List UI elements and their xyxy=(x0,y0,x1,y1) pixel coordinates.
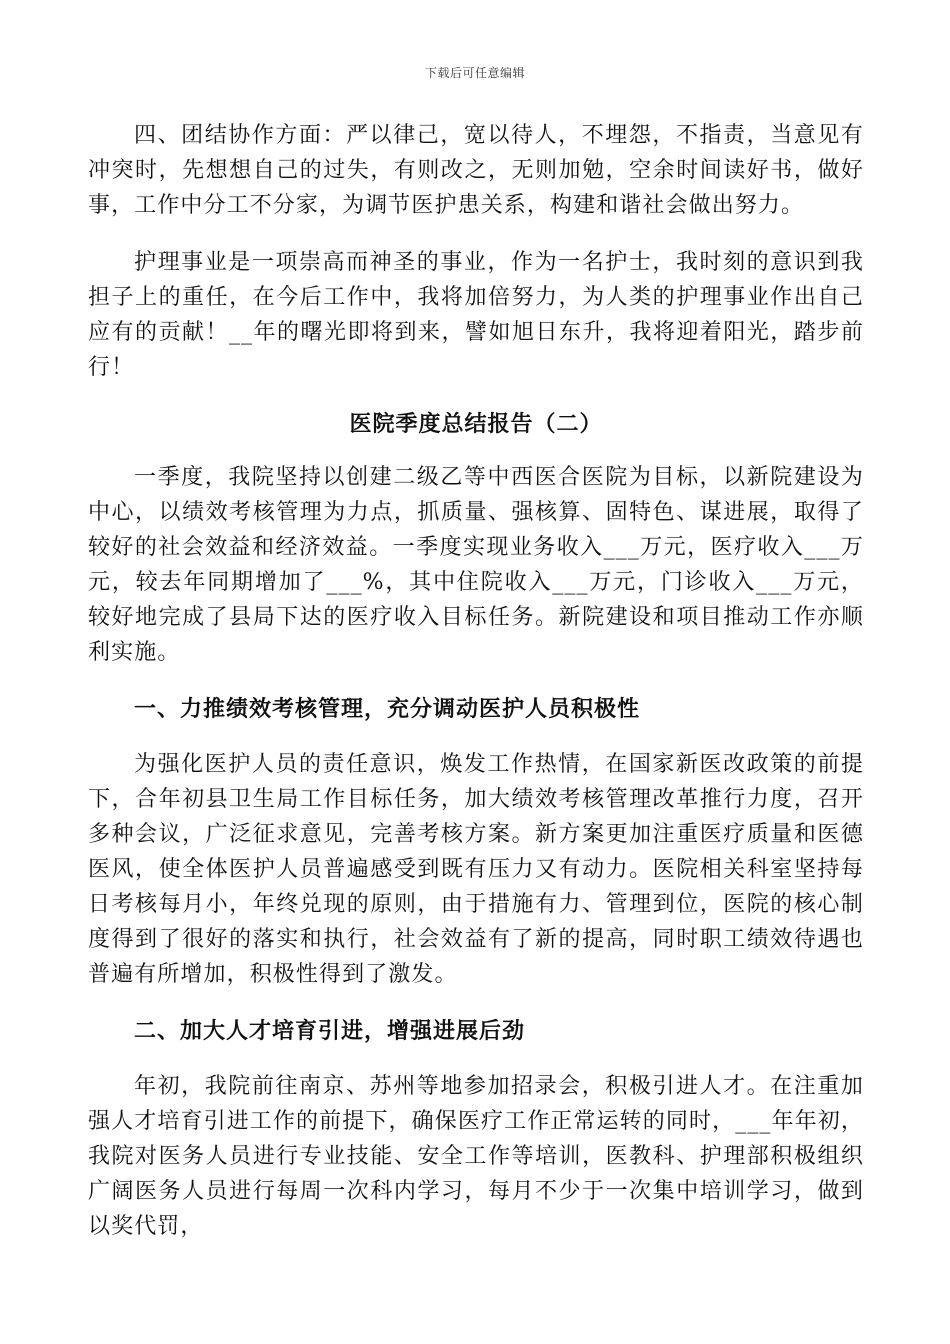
paragraph-nursing-career: 护理事业是一项崇高而神圣的事业，作为一名护士，我时刻的意识到我担子上的重任，在今后工作中，我将加倍努力，为人类的护理事业作出自己应有的贡献！__年的曙光即将到来，譬如旭日东升，我将迎着阳光，踏步前行！ xyxy=(88,250,864,380)
paragraph-teamwork: 四、团结协作方面：严以律己，宽以待人，不埋怨，不指责，当意见有冲突时，先想想自己的过失，有则改之，无则加勉，空余时间读好书，做好事，工作中分工不分家，为调节医护患关系，构建和谐社会做出努力。 xyxy=(88,123,864,218)
paragraph-performance: 为强化医护人员的责任意识，焕发工作热情，在国家新医改政策的前提下，合年初县卫生局工作目标任务，加大绩效考核管理改革推行力度，召开多种会议，广泛征求意见，完善考核方案。新方案更加注重医疗质量和医德医风，使全体医护人员普遍感受到既有压力又有动力。医院相关科室坚持每日考核每月小，年终兑现的原则，由于措施有力、管理到位，医院的核心制度得到了很好的落实和执行，社会效益有了新的提高，同时职工绩效待遇也普遍有所增加，积极性得到了激发。 xyxy=(88,752,864,987)
report-title: 医院季度总结报告（二） xyxy=(349,411,603,437)
section-heading-performance: 一、力推绩效考核管理，充分调动医护人员积极性 xyxy=(134,696,641,722)
paragraph-q1-summary: 一季度，我院坚持以创建二级乙等中西医合医院为目标，以新院建设为中心，以绩效考核管理为力点，抓质量、强核算、固特色、谋进展，取得了较好的社会效益和经济效益。一季度实现业务收入___万元，医疗收入___万元，较去年同期增加了___%，其中住院收入___万元，门诊收入___万元，较好地完成了县局下达的医疗收入目标任务。新院建设和项目推动工作亦顺利实施。 xyxy=(88,465,864,665)
section-heading-talent: 二、加大人才培育引进，增强进展后劲 xyxy=(134,1018,526,1044)
page-header: 下载后可任意编辑 xyxy=(424,66,525,80)
document-body xyxy=(88,118,864,1266)
paragraph-talent: 年初，我院前往南京、苏州等地参加招录会，积极引进人才。在注重加强人才培育引进工作的前提下，确保医疗工作正常运转的同时，___年年初，我院对医务人员进行专业技能、安全工作等培训，医教科、护理部积极组织广阔医务人员进行每周一次科内学习，每月不少于一次集中培训学习，做到以奖代罚， xyxy=(88,1074,864,1239)
